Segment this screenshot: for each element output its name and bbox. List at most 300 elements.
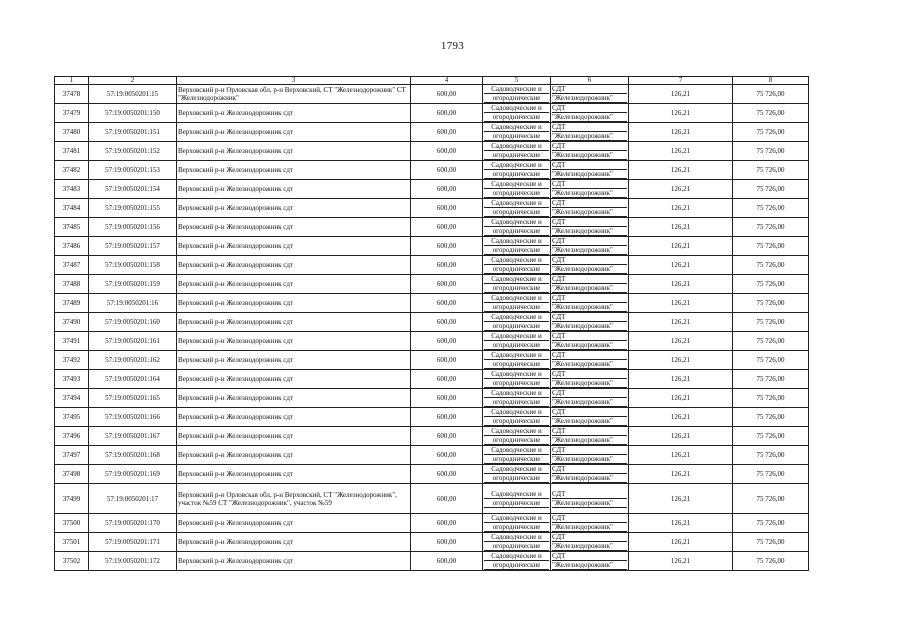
cadastral-number: 57:19:0050201:160	[89, 313, 177, 332]
owner	[551, 294, 629, 313]
table-row	[55, 533, 809, 552]
cadastral-number: 57:19:0050201:170	[89, 514, 177, 533]
address: Верховский р-н Железнодорожник сдт	[177, 465, 411, 484]
owner	[551, 123, 629, 142]
cadastral-value: 75 726,00	[733, 389, 809, 408]
owner-line-2: "Железнодорожник"	[552, 189, 627, 198]
owner	[551, 484, 629, 514]
land-use	[483, 514, 551, 533]
land-use-line-1: Садоводческие и	[484, 370, 549, 379]
column-header: 4	[411, 77, 483, 85]
address: Верховский р-н Железнодорожник сдт	[177, 533, 411, 552]
land-use-line-1: Садоводческие и	[484, 275, 549, 284]
table-row	[55, 370, 809, 389]
address: Верховский р-н Железнодорожник сдт	[177, 294, 411, 313]
area: 600,00	[411, 161, 483, 180]
area: 600,00	[411, 408, 483, 427]
land-use	[483, 427, 551, 446]
land-use	[483, 533, 551, 552]
unit-price: 126,21	[629, 85, 733, 104]
owner-line-1: СДТ	[552, 237, 627, 246]
land-use-line-1: Садоводческие и	[484, 446, 549, 455]
cadastral-value: 75 726,00	[733, 161, 809, 180]
owner-line-2: "Железнодорожник"	[552, 523, 627, 532]
land-use-line-2: огороднические	[484, 474, 549, 483]
address: Верховский р-н Железнодорожник сдт	[177, 237, 411, 256]
owner-line-1: СДТ	[552, 218, 627, 227]
unit-price: 126,21	[629, 446, 733, 465]
record-number: 37484	[55, 199, 89, 218]
cadastral-number: 57:19:0050201:154	[89, 180, 177, 199]
cadastral-number: 57:19:0050201:172	[89, 552, 177, 571]
area: 600,00	[411, 514, 483, 533]
land-use-line-2: огороднические	[484, 561, 549, 570]
unit-price: 126,21	[629, 389, 733, 408]
cadastral-number: 57:19:0050201:157	[89, 237, 177, 256]
cadastral-number: 57:19:0050201:171	[89, 533, 177, 552]
address: Верховский р-н Железнодорожник сдт	[177, 552, 411, 571]
owner	[551, 465, 629, 484]
address: Верховский р-н Железнодорожник сдт	[177, 161, 411, 180]
owner-line-1: СДТ	[552, 351, 627, 360]
cadastral-number: 57:19:0050201:153	[89, 161, 177, 180]
cadastral-number: 57:19:0050201:169	[89, 465, 177, 484]
land-use-line-1: Садоводческие и	[484, 123, 549, 132]
area: 600,00	[411, 294, 483, 313]
column-number-header	[55, 77, 809, 85]
land-use-line-1: Садоводческие и	[484, 294, 549, 303]
cadastral-number: 57:19:0050201:166	[89, 408, 177, 427]
cadastral-value: 75 726,00	[733, 275, 809, 294]
land-use-line-1: Садоводческие и	[484, 552, 549, 561]
cadastral-number: 57:19:0050201:152	[89, 142, 177, 161]
owner-line-2: "Железнодорожник"	[552, 170, 627, 179]
address: Верховский р-н Железнодорожник сдт	[177, 275, 411, 294]
owner-line-2: "Железнодорожник"	[552, 542, 627, 551]
cadastral-value: 75 726,00	[733, 85, 809, 104]
cadastral-number: 57:19:0050201:159	[89, 275, 177, 294]
address: Верховский р-н Железнодорожник сдт	[177, 256, 411, 275]
land-use	[483, 104, 551, 123]
table-row	[55, 142, 809, 161]
cadastral-value: 75 726,00	[733, 514, 809, 533]
land-use	[483, 199, 551, 218]
cadastral-number: 57:19:0050201:16	[89, 294, 177, 313]
land-use-line-1: Садоводческие и	[484, 85, 549, 94]
cadastral-number: 57:19:0050201:158	[89, 256, 177, 275]
land-use-line-2: огороднические	[484, 379, 549, 388]
owner-line-2: "Железнодорожник"	[552, 208, 627, 217]
land-use	[483, 351, 551, 370]
table-row	[55, 446, 809, 465]
owner-line-2: "Железнодорожник"	[552, 113, 627, 122]
unit-price: 126,21	[629, 142, 733, 161]
table-row	[55, 313, 809, 332]
owner-line-1: СДТ	[552, 514, 627, 523]
address: Верховский р-н Орловская обл, р-н Верховский, СТ "Железнодорожник", участок №59 СТ "Железнодорожник", участок №59	[177, 484, 411, 514]
land-use-line-1: Садоводческие и	[484, 332, 549, 341]
owner-line-2: "Железнодорожник"	[552, 417, 627, 426]
land-use-line-2: огороднические	[484, 499, 549, 508]
table-row	[55, 85, 809, 104]
area: 600,00	[411, 533, 483, 552]
record-number: 37498	[55, 465, 89, 484]
record-number: 37501	[55, 533, 89, 552]
owner-line-1: СДТ	[552, 427, 627, 436]
land-use-line-1: Садоводческие и	[484, 199, 549, 208]
column-header: 7	[629, 77, 733, 85]
table-row	[55, 294, 809, 313]
address: Верховский р-н Железнодорожник сдт	[177, 332, 411, 351]
table-row	[55, 552, 809, 571]
owner	[551, 256, 629, 275]
owner-line-2: "Железнодорожник"	[552, 341, 627, 350]
land-use	[483, 180, 551, 199]
unit-price: 126,21	[629, 275, 733, 294]
unit-price: 126,21	[629, 533, 733, 552]
unit-price: 126,21	[629, 161, 733, 180]
record-number: 37491	[55, 332, 89, 351]
owner-line-1: СДТ	[552, 161, 627, 170]
cadastral-value: 75 726,00	[733, 142, 809, 161]
area: 600,00	[411, 142, 483, 161]
cadastral-value: 75 726,00	[733, 370, 809, 389]
owner-line-1: СДТ	[552, 180, 627, 189]
owner	[551, 389, 629, 408]
land-use-line-1: Садоводческие и	[484, 313, 549, 322]
unit-price: 126,21	[629, 123, 733, 142]
land-use-line-2: огороднические	[484, 208, 549, 217]
table-row	[55, 123, 809, 142]
owner-line-1: СДТ	[552, 552, 627, 561]
owner	[551, 85, 629, 104]
cadastral-number: 57:19:0050201:161	[89, 332, 177, 351]
unit-price: 126,21	[629, 199, 733, 218]
owner-line-1: СДТ	[552, 465, 627, 474]
cadastral-value: 75 726,00	[733, 408, 809, 427]
owner-line-2: "Железнодорожник"	[552, 455, 627, 464]
address: Верховский р-н Железнодорожник сдт	[177, 180, 411, 199]
cadastral-value: 75 726,00	[733, 332, 809, 351]
land-use	[483, 552, 551, 571]
land-use-line-2: огороднические	[484, 398, 549, 407]
column-header: 8	[733, 77, 809, 85]
owner-line-1: СДТ	[552, 294, 627, 303]
owner-line-1: СДТ	[552, 408, 627, 417]
area: 600,00	[411, 275, 483, 294]
owner	[551, 514, 629, 533]
owner-line-2: "Железнодорожник"	[552, 360, 627, 369]
unit-price: 126,21	[629, 370, 733, 389]
area: 600,00	[411, 237, 483, 256]
area: 600,00	[411, 180, 483, 199]
owner-line-1: СДТ	[552, 332, 627, 341]
record-number: 37493	[55, 370, 89, 389]
land-use-line-1: Садоводческие и	[484, 427, 549, 436]
unit-price: 126,21	[629, 104, 733, 123]
record-number: 37500	[55, 514, 89, 533]
owner-line-2: "Железнодорожник"	[552, 303, 627, 312]
cadastral-number: 57:19:0050201:155	[89, 199, 177, 218]
unit-price: 126,21	[629, 351, 733, 370]
record-number: 37478	[55, 85, 89, 104]
cadastral-number: 57:19:0050201:151	[89, 123, 177, 142]
table-row	[55, 218, 809, 237]
cadastral-number: 57:19:0050201:164	[89, 370, 177, 389]
owner-line-1: СДТ	[552, 313, 627, 322]
address: Верховский р-н Железнодорожник сдт	[177, 370, 411, 389]
land-use-line-1: Садоводческие и	[484, 104, 549, 113]
land-use-line-1: Садоводческие и	[484, 408, 549, 417]
cadastral-number: 57:19:0050201:168	[89, 446, 177, 465]
unit-price: 126,21	[629, 294, 733, 313]
address: Верховский р-н Железнодорожник сдт	[177, 313, 411, 332]
unit-price: 126,21	[629, 218, 733, 237]
land-use	[483, 484, 551, 514]
record-number: 37486	[55, 237, 89, 256]
record-number: 37485	[55, 218, 89, 237]
address: Верховский р-н Орловская обл, р-н Верховский, СТ "Железнодорожник" СТ "Железнодорожник"	[177, 85, 411, 104]
column-header: 2	[89, 77, 177, 85]
table-row	[55, 237, 809, 256]
land-use	[483, 294, 551, 313]
area: 600,00	[411, 351, 483, 370]
owner	[551, 408, 629, 427]
table-row	[55, 427, 809, 446]
address: Верховский р-н Железнодорожник сдт	[177, 514, 411, 533]
area: 600,00	[411, 218, 483, 237]
land-use	[483, 408, 551, 427]
owner-line-1: СДТ	[552, 256, 627, 265]
address: Верховский р-н Железнодорожник сдт	[177, 427, 411, 446]
owner-line-1: СДТ	[552, 389, 627, 398]
owner-line-1: СДТ	[552, 142, 627, 151]
address: Верховский р-н Железнодорожник сдт	[177, 408, 411, 427]
owner	[551, 180, 629, 199]
land-use	[483, 256, 551, 275]
owner-line-2: "Железнодорожник"	[552, 284, 627, 293]
owner	[551, 275, 629, 294]
area: 600,00	[411, 123, 483, 142]
cadastral-value: 75 726,00	[733, 256, 809, 275]
owner	[551, 427, 629, 446]
table-row	[55, 465, 809, 484]
land-use-line-2: огороднические	[484, 170, 549, 179]
land-use-line-1: Садоводческие и	[484, 256, 549, 265]
unit-price: 126,21	[629, 180, 733, 199]
land-use	[483, 275, 551, 294]
land-use-line-2: огороднические	[484, 360, 549, 369]
area: 600,00	[411, 256, 483, 275]
owner-line-2: "Железнодорожник"	[552, 265, 627, 274]
cadastral-number: 57:19:0050201:165	[89, 389, 177, 408]
table-row	[55, 104, 809, 123]
table-row	[55, 161, 809, 180]
table-row	[55, 256, 809, 275]
owner-line-2: "Железнодорожник"	[552, 132, 627, 141]
owner-line-1: СДТ	[552, 199, 627, 208]
cadastral-value: 75 726,00	[733, 313, 809, 332]
record-number: 37492	[55, 351, 89, 370]
land-register-table	[54, 76, 809, 571]
area: 600,00	[411, 484, 483, 514]
area: 600,00	[411, 465, 483, 484]
land-use-line-1: Садоводческие и	[484, 351, 549, 360]
page-number: 1793	[440, 40, 465, 52]
unit-price: 126,21	[629, 427, 733, 446]
cadastral-value: 75 726,00	[733, 104, 809, 123]
cadastral-number: 57:19:0050201:150	[89, 104, 177, 123]
land-use-line-2: огороднические	[484, 246, 549, 255]
cadastral-number: 57:19:0050201:15	[89, 85, 177, 104]
owner	[551, 552, 629, 571]
cadastral-value: 75 726,00	[733, 294, 809, 313]
area: 600,00	[411, 313, 483, 332]
land-use-line-2: огороднические	[484, 523, 549, 532]
record-number: 37489	[55, 294, 89, 313]
land-use-line-2: огороднические	[484, 189, 549, 198]
land-use-line-2: огороднические	[484, 113, 549, 122]
cadastral-value: 75 726,00	[733, 237, 809, 256]
record-number: 37490	[55, 313, 89, 332]
land-use	[483, 446, 551, 465]
land-use	[483, 465, 551, 484]
unit-price: 126,21	[629, 514, 733, 533]
cadastral-value: 75 726,00	[733, 351, 809, 370]
address: Верховский р-н Железнодорожник сдт	[177, 218, 411, 237]
record-number: 37487	[55, 256, 89, 275]
cadastral-value: 75 726,00	[733, 199, 809, 218]
land-use-line-2: огороднические	[484, 455, 549, 464]
unit-price: 126,21	[629, 465, 733, 484]
address: Верховский р-н Железнодорожник сдт	[177, 446, 411, 465]
area: 600,00	[411, 332, 483, 351]
land-use	[483, 218, 551, 237]
owner-line-2: "Железнодорожник"	[552, 322, 627, 331]
owner-line-1: СДТ	[552, 446, 627, 455]
area: 600,00	[411, 199, 483, 218]
cadastral-value: 75 726,00	[733, 427, 809, 446]
record-number: 37495	[55, 408, 89, 427]
unit-price: 126,21	[629, 484, 733, 514]
unit-price: 126,21	[629, 332, 733, 351]
land-use-line-2: огороднические	[484, 94, 549, 103]
land-use-line-1: Садоводческие и	[484, 180, 549, 189]
column-header: 6	[551, 77, 629, 85]
table-row	[55, 180, 809, 199]
column-header: 3	[177, 77, 411, 85]
record-number: 37494	[55, 389, 89, 408]
unit-price: 126,21	[629, 313, 733, 332]
land-use-line-2: огороднические	[484, 542, 549, 551]
land-use-line-2: огороднические	[484, 436, 549, 445]
land-use-line-1: Садоводческие и	[484, 218, 549, 227]
owner	[551, 332, 629, 351]
table-row	[55, 332, 809, 351]
cadastral-value: 75 726,00	[733, 180, 809, 199]
record-number: 37481	[55, 142, 89, 161]
land-use-line-1: Садоводческие и	[484, 465, 549, 474]
land-use-line-2: огороднические	[484, 284, 549, 293]
owner-line-1: СДТ	[552, 490, 627, 499]
record-number: 37497	[55, 446, 89, 465]
land-use	[483, 370, 551, 389]
land-use-line-2: огороднические	[484, 227, 549, 236]
land-use-line-2: огороднические	[484, 322, 549, 331]
owner	[551, 142, 629, 161]
table-row	[55, 199, 809, 218]
land-use-line-1: Садоводческие и	[484, 514, 549, 523]
owner-line-1: СДТ	[552, 104, 627, 113]
owner-line-2: "Железнодорожник"	[552, 227, 627, 236]
land-use	[483, 161, 551, 180]
column-header: 5	[483, 77, 551, 85]
area: 600,00	[411, 389, 483, 408]
address: Верховский р-н Железнодорожник сдт	[177, 142, 411, 161]
cadastral-value: 75 726,00	[733, 533, 809, 552]
land-use-line-2: огороднические	[484, 417, 549, 426]
record-number: 37496	[55, 427, 89, 446]
table-row	[55, 351, 809, 370]
owner-line-2: "Железнодорожник"	[552, 499, 627, 508]
address: Верховский р-н Железнодорожник сдт	[177, 351, 411, 370]
record-number: 37499	[55, 484, 89, 514]
land-use-line-1: Садоводческие и	[484, 161, 549, 170]
owner	[551, 104, 629, 123]
cadastral-number: 57:19:0050201:162	[89, 351, 177, 370]
owner	[551, 199, 629, 218]
land-use-line-1: Садоводческие и	[484, 490, 549, 499]
land-use	[483, 85, 551, 104]
table-row	[55, 514, 809, 533]
unit-price: 126,21	[629, 256, 733, 275]
cadastral-value: 75 726,00	[733, 218, 809, 237]
record-number: 37483	[55, 180, 89, 199]
cadastral-value: 75 726,00	[733, 465, 809, 484]
address: Верховский р-н Железнодорожник сдт	[177, 389, 411, 408]
owner-line-1: СДТ	[552, 533, 627, 542]
unit-price: 126,21	[629, 237, 733, 256]
cadastral-number: 57:19:0050201:167	[89, 427, 177, 446]
owner-line-1: СДТ	[552, 123, 627, 132]
record-number: 37479	[55, 104, 89, 123]
land-use	[483, 332, 551, 351]
land-use-line-2: огороднические	[484, 151, 549, 160]
owner-line-2: "Железнодорожник"	[552, 436, 627, 445]
land-use-line-1: Садоводческие и	[484, 533, 549, 542]
record-number: 37480	[55, 123, 89, 142]
land-use-line-2: огороднические	[484, 265, 549, 274]
owner	[551, 533, 629, 552]
record-number: 37482	[55, 161, 89, 180]
area: 600,00	[411, 85, 483, 104]
cadastral-value: 75 726,00	[733, 552, 809, 571]
owner-line-2: "Железнодорожник"	[552, 151, 627, 160]
cadastral-value: 75 726,00	[733, 446, 809, 465]
area: 600,00	[411, 427, 483, 446]
address: Верховский р-н Железнодорожник сдт	[177, 104, 411, 123]
cadastral-value: 75 726,00	[733, 123, 809, 142]
owner-line-1: СДТ	[552, 370, 627, 379]
area: 600,00	[411, 370, 483, 389]
table-row	[55, 484, 809, 514]
cadastral-value: 75 726,00	[733, 484, 809, 514]
record-number: 37488	[55, 275, 89, 294]
land-use	[483, 313, 551, 332]
land-use	[483, 142, 551, 161]
land-use-line-1: Садоводческие и	[484, 389, 549, 398]
owner	[551, 313, 629, 332]
